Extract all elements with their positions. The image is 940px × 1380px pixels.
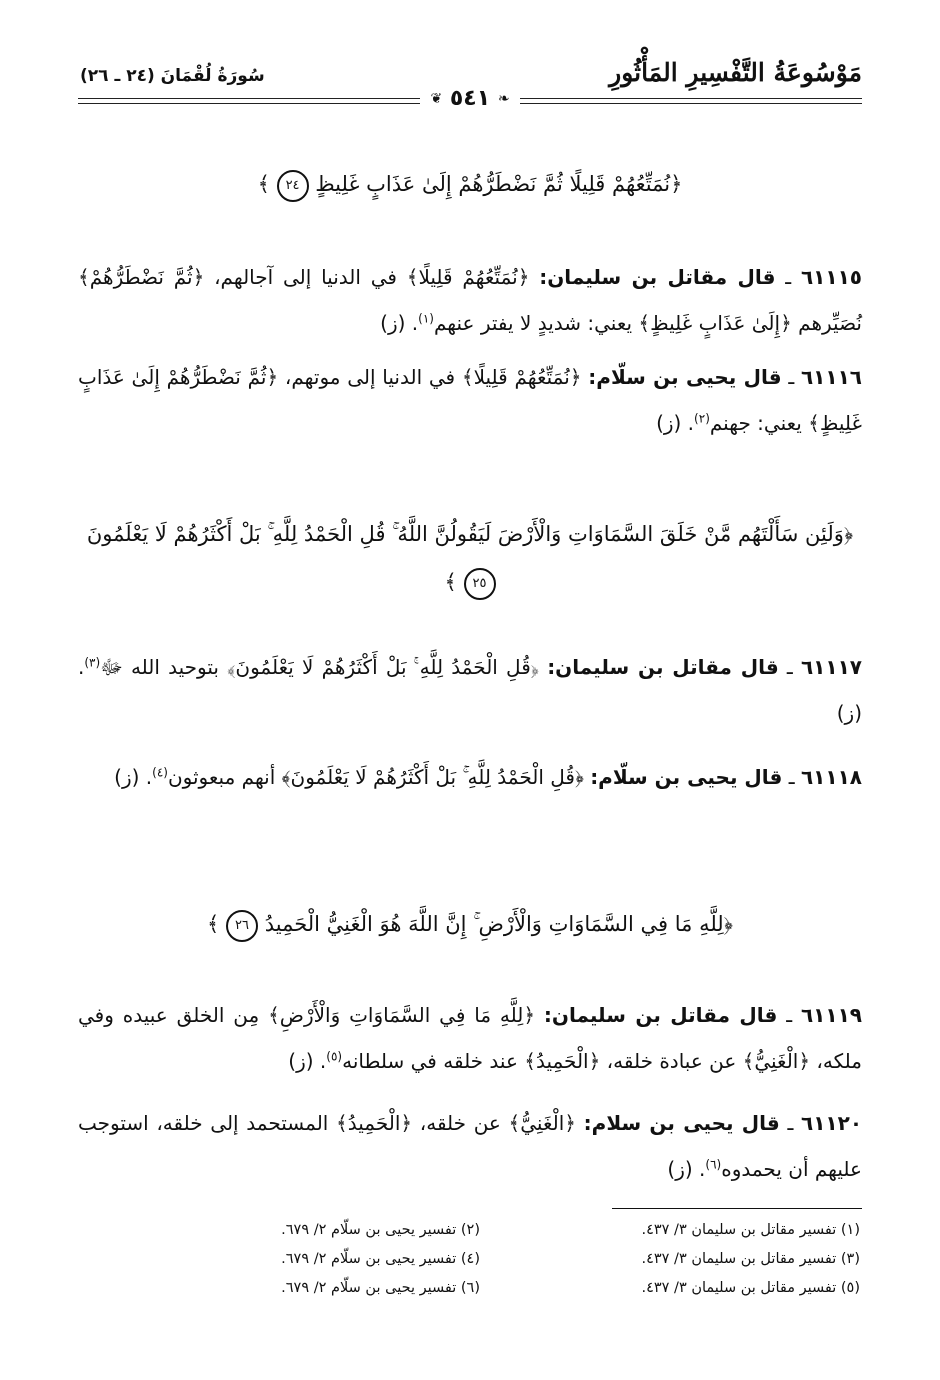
entry-speaker: قال يحيى بن سلام: [583, 1111, 780, 1135]
surah-range: سُورَةُ لُقْمَانَ (٢٤ ـ ٢٦) [80, 66, 265, 86]
entry-speaker: قال مقاتل بن سليمان: [547, 655, 779, 679]
verse-close: ﴾ [444, 570, 457, 594]
entry-body: ﴿قُلِ الْحَمْدُ لِلَّهِ ۚ بَلْ أَكْثَرُهُمْ لَا يَعْلَمُونَ﴾ بتوحيد الله ﷻ [100, 655, 539, 679]
entry-number: ٦١١١٥ [800, 265, 862, 289]
footnote-item: (٥) تفسير مقاتل بن سليمان ٣/ ٤٣٧. [641, 1280, 860, 1296]
footnote-item: (٢) تفسير يحيى بن سلّام ٢/ ٦٧٩. [281, 1222, 480, 1238]
footnotes-left-column [180, 1216, 480, 1303]
verse-24 [80, 160, 860, 208]
footnote-ref[interactable]: (١) [418, 311, 434, 326]
footnote-ref[interactable]: (٥) [326, 1049, 343, 1064]
entry-61115: ٦١١١٥ ـ قال مقاتل بن سليمان: ﴿نُمَتِّعُهُمْ قَلِيلًا﴾ في الدنيا إلى آجالهم، ﴿ثُمَّ نَضْطَرُّهُمْ﴾ نُصَيِّرهم ﴿إِلَىٰ عَذَابٍ غَلِيظٍ﴾ يعني: شديدٍ لا يفتر عنهم$^{(١)}$. (ز) [78, 265, 862, 335]
footnote-item: (١) تفسير مقاتل بن سليمان ٣/ ٤٣٧. [641, 1222, 860, 1238]
entry-61117: ٦١١١٧ ـ قال مقاتل بن سليمان: ﴿قُلِ الْحَمْدُ لِلَّهِ ۚ بَلْ أَكْثَرُهُمْ لَا يَعْلَمُونَ﴾ بتوحيد الله ﷻ$^{(٣)}$. (ز) [78, 655, 863, 725]
verse-close: ﴾ [207, 912, 220, 936]
footnote-item: (٤) تفسير يحيى بن سلّام ٢/ ٦٧٩. [281, 1251, 480, 1267]
ornament-left-icon: ❦ [430, 91, 443, 107]
verse-text: ﴿نُمَتِّعُهُمْ قَلِيلًا ثُمَّ نَضْطَرُّهُمْ إِلَىٰ عَذَابٍ غَلِيظٍ [315, 172, 683, 196]
entry-tail: . (ز) [114, 765, 153, 789]
entry-speaker: قال يحيى بن سلّام: [588, 365, 782, 389]
entry-61116: ٦١١١٦ ـ قال يحيى بن سلّام: ﴿نُمَتِّعُهُمْ قَلِيلًا﴾ في الدنيا إلى موتهم، ﴿ثُمَّ نَضْطَرُّهُمْ إِلَىٰ عَذَابٍ غَلِيظٍ﴾ يعني: جهنم$^{(٢)}$. (ز) [78, 365, 863, 435]
ornament-right-icon: ❧ [497, 91, 510, 107]
entry-number: ٦١١١٨ [800, 765, 862, 789]
verse-25 [80, 510, 860, 606]
ayah-number: ٢٥ [464, 568, 496, 600]
entry-61120: ٦١١٢٠ ـ قال يحيى بن سلام: ﴿الْغَنِيُّ﴾ عن خلقه، ﴿الْحَمِيدُ﴾ المستحمد إلى خلقه، استوجب عليهم أن يحمدوه$^{(٦)}$. (ز) [78, 1111, 863, 1181]
entry-61118: ٦١١١٨ ـ قال يحيى بن سلّام: ﴿قُلِ الْحَمْدُ لِلَّهِ ۚ بَلْ أَكْثَرُهُمْ لَا يَعْلَمُونَ﴾ أنهم مبعوثون$^{(٤)}$. (ز) [114, 765, 862, 789]
footnote-ref[interactable]: (٦) [705, 1157, 722, 1172]
entry-body: ﴿نُمَتِّعُهُمْ قَلِيلًا﴾ في الدنيا إلى آجالهم، ﴿ثُمَّ نَضْطَرُّهُمْ﴾ نُصَيِّرهم ﴿إِلَىٰ عَذَابٍ غَلِيظٍ﴾ يعني: شديدٍ لا يفتر عنهم [78, 265, 862, 335]
entry-61119: ٦١١١٩ ـ قال مقاتل بن سليمان: ﴿لِلَّهِ مَا فِي السَّمَاوَاتِ وَالْأَرْضِ﴾ مِن الخلق عبيده وفي ملكه، ﴿الْغَنِيُّ﴾ عن عبادة خلقه، ﴿الْحَمِيدُ﴾ عند خلقه في سلطانه$^{(٥)}$. (ز) [78, 1003, 863, 1073]
entry-body: ﴿نُمَتِّعُهُمْ قَلِيلًا﴾ في الدنيا إلى موتهم، ﴿ثُمَّ نَضْطَرُّهُمْ إِلَىٰ عَذَابٍ غَلِيظٍ﴾ يعني: جهنم [78, 365, 862, 435]
book-title: مَوْسُوعَةُ التَّفْسِيرِ المَأْثُورِ [609, 58, 862, 87]
verse-26 [80, 900, 860, 948]
entry-tail: . (ز) [667, 1157, 706, 1181]
footnote-item: (٦) تفسير يحيى بن سلّام ٢/ ٦٧٩. [281, 1280, 480, 1296]
ayah-number: ٢٦ [226, 910, 258, 942]
entry-number: ٦١١٢٠ [800, 1111, 863, 1135]
footnotes-right-column [530, 1216, 860, 1303]
entry-body: ﴿قُلِ الْحَمْدُ لِلَّهِ ۚ بَلْ أَكْثَرُهُمْ لَا يَعْلَمُونَ﴾ أنهم مبعوثون [167, 765, 584, 789]
page-number-area [0, 86, 940, 111]
ayah-number: ٢٤ [277, 170, 309, 202]
entry-speaker: قال مقاتل بن سليمان: [539, 265, 776, 289]
footnote-item: (٣) تفسير مقاتل بن سليمان ٣/ ٤٣٧. [641, 1251, 860, 1267]
entry-tail: . (ز) [78, 655, 862, 725]
entry-number: ٦١١١٩ [800, 1003, 863, 1027]
entry-speaker: قال يحيى بن سلّام: [590, 765, 783, 789]
verse-text: ﴿وَلَئِن سَأَلْتَهُم مَّنْ خَلَقَ السَّمَاوَاتِ وَالْأَرْضَ لَيَقُولُنَّ اللَّهُ ۚ قُلِ الْحَمْدُ لِلَّهِ ۚ بَلْ أَكْثَرُهُمْ لَا يَعْلَمُونَ [86, 522, 854, 546]
entry-speaker: قال مقاتل بن سليمان: [543, 1003, 778, 1027]
footnote-rule [612, 1208, 862, 1209]
entry-body: ﴿لِلَّهِ مَا فِي السَّمَاوَاتِ وَالْأَرْضِ﴾ مِن الخلق عبيده وفي ملكه، ﴿الْغَنِيُّ﴾ عن عبادة خلقه، ﴿الْحَمِيدُ﴾ عند خلقه في سلطانه [78, 1003, 862, 1073]
entry-tail: . (ز) [656, 411, 695, 435]
entry-body: ﴿الْغَنِيُّ﴾ عن خلقه، ﴿الْحَمِيدُ﴾ المستحمد إلى خلقه، استوجب عليهم أن يحمدوه [78, 1111, 862, 1181]
entry-tail: . (ز) [288, 1049, 327, 1073]
footnote-ref[interactable]: (٣) [84, 655, 101, 670]
entry-tail: . (ز) [380, 311, 419, 335]
footnote-ref[interactable]: (٢) [694, 411, 710, 426]
page-number: ٥٤١ [449, 86, 491, 111]
verse-text: ﴿لِلَّهِ مَا فِي السَّمَاوَاتِ وَالْأَرْضِ ۚ إِنَّ اللَّهَ هُوَ الْغَنِيُّ الْحَمِيدُ [264, 912, 733, 936]
entry-number: ٦١١١٧ [800, 655, 863, 679]
verse-close: ﴾ [257, 172, 270, 196]
footnote-ref[interactable]: (٤) [152, 765, 168, 780]
page-number-box [420, 86, 519, 111]
entry-number: ٦١١١٦ [800, 365, 863, 389]
